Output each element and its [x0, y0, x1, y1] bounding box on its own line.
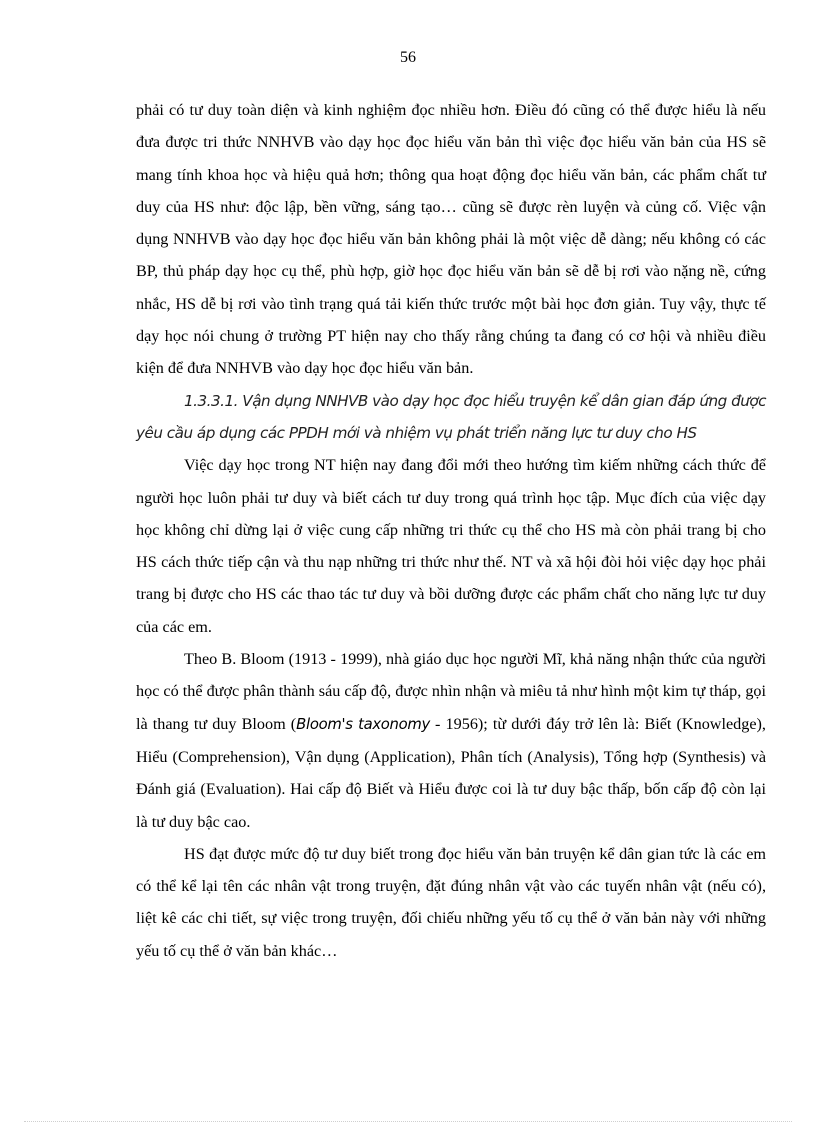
paragraph-teaching-innovation: Việc dạy học trong NT hiện nay đang đổi mới theo hướng tìm kiếm những cách thức để người học luôn phải tư duy và biết cách tư duy trong quá trình học tập. Mục đích của việc dạy học không chỉ dừng lại ở việc cung cấp những tri thức cụ thể cho HS mà còn phải trang bị cho HS cách thức tiếp cận và thu nạp những tri thức như thế. NT và xã hội đòi hỏi việc dạy học phải trang bị được cho HS các thao tác tư duy và bồi dưỡng được các phẩm chất cho năng lực tư duy của các em.	[136, 456, 766, 636]
bloom-text-before: Theo B. Bloom (1913 - 1999), nhà giáo dục học người Mĩ, khả năng nhận thức của người học có thể được phân thành sáu cấp độ, được nhìn nhận và miêu tả như hình một kim tự tháp, gọi là thang tư duy Bloom (	[136, 650, 766, 733]
paragraph-knowledge-level: HS đạt được mức độ tư duy biết trong đọc hiểu văn bản truyện kể dân gian tức là các em có thể kể lại tên các nhân vật trong truyện, đặt đúng nhân vật vào các tuyến nhân vật (nếu có), liệt kê các chi tiết, sự việc trong truyện, đối chiếu những yếu tố cụ thể ở văn bản này với những yếu tố cụ thể ở văn bản khác…	[136, 844, 766, 960]
page-bottom-divider	[24, 1121, 792, 1122]
page-number: 56	[400, 49, 416, 66]
paragraph-continuation: phải có tư duy toàn diện và kinh nghiệm đọc nhiều hơn. Điều đó cũng có thể được hiểu là nếu đưa được tri thức NNHVB vào dạy học đọc hiểu văn bản thì việc đọc hiểu văn bản của HS sẽ mang tính khoa học và hiệu quả hơn; thông qua hoạt động đọc hiểu văn bản, các phẩm chất tư duy của HS như: độc lập, bền vững, sáng tạo… cũng sẽ được rèn luyện và củng cố. Việc vận dụng NNHVB vào dạy học đọc hiểu văn bản không phải là một việc dễ dàng; nếu không có các BP, thủ pháp dạy học cụ thể, phù hợp, giờ học đọc hiểu văn bản sẽ dễ bị rơi vào nặng nề, cứng nhắc, HS dễ bị rơi vào tình trạng quá tải kiến thức trước một bài học đơn giản. Tuy vậy, thực tế dạy học nói chung ở trường PT hiện nay cho thấy rằng chúng ta đang có cơ hội và nhiều điều kiện để đưa NNHVB vào dạy học đọc hiểu văn bản.	[136, 101, 766, 378]
document-body	[136, 94, 766, 967]
bloom-text-after: - 1956); từ dưới đáy trở lên là: Biết (Knowledge), Hiểu (Comprehension), Vận dụng (Application), Phân tích (Analysis), Tổng hợp (Synthesis) và Đánh giá (Evaluation). Hai cấp độ Biết và Hiểu được coi là tư duy bậc thấp, bốn cấp độ còn lại là tư duy bậc cao.	[136, 714, 766, 831]
section-heading: 1.3.3.1. Vận dụng NNHVB vào dạy học đọc hiểu truyện kể dân gian đáp ứng được yêu cầu áp dụng các PPDH mới và nhiệm vụ phát triển năng lực tư duy cho HS	[136, 391, 766, 442]
paragraph-bloom-taxonomy	[136, 643, 766, 838]
bloom-taxonomy-term: Bloom's taxonomy	[296, 715, 430, 733]
